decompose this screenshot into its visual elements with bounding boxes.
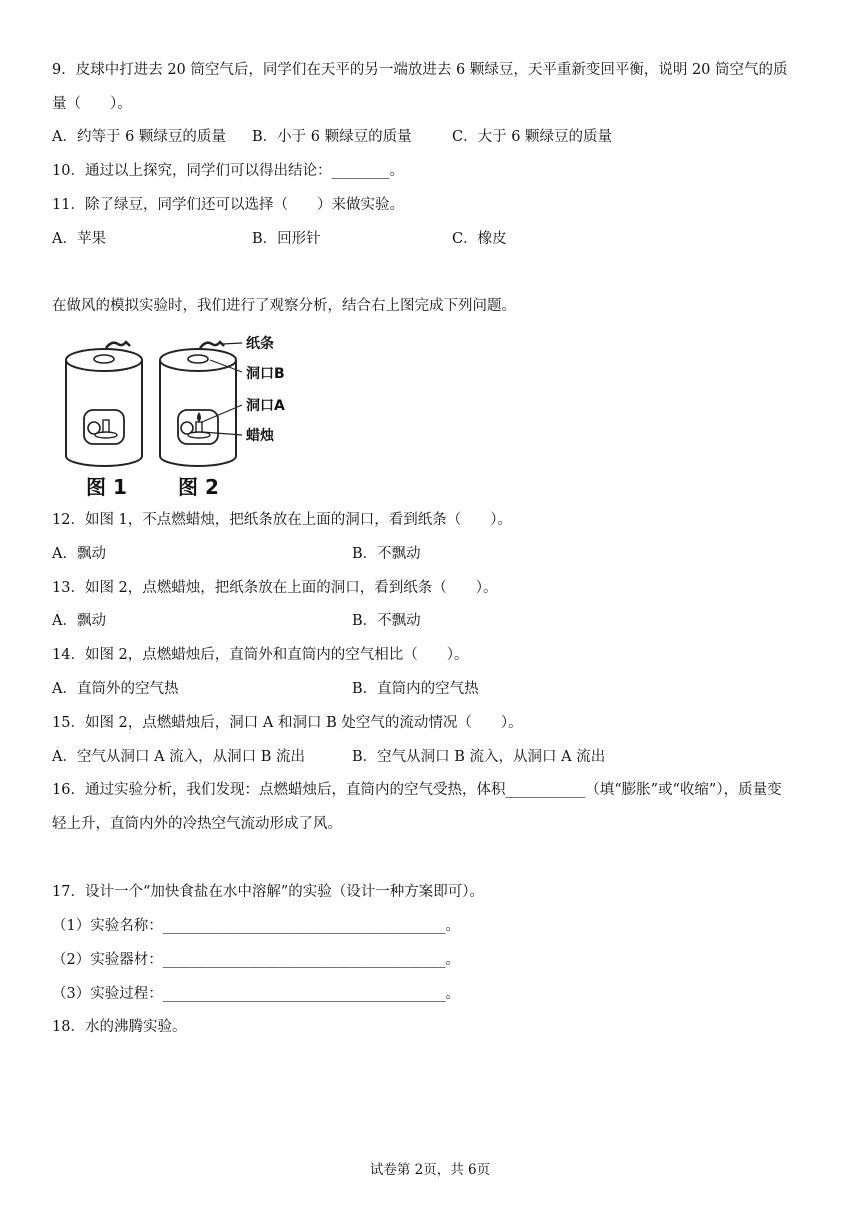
label-hole-b: 洞口B — [246, 366, 285, 382]
q9-stem-line1: 9．皮球中打进去 20 筒空气后，同学们在天平的另一端放进去 6 颗绿豆，天平重新变回平衡，说明 20 筒空气的质 — [52, 62, 788, 78]
q10-stem: 10．通过以上探究，同学们可以得出结论：________。 — [52, 163, 404, 179]
cylinder-1 — [66, 342, 142, 466]
q17-stem: 17．设计一个“加快食盐在水中溶解”的实验（设计一种方案即可）。 — [52, 884, 485, 900]
q13-option-a: A．飘动 — [52, 613, 106, 629]
q9-option-c: C．大于 6 颗绿豆的质量 — [452, 129, 613, 145]
cylinder-diagram — [60, 332, 300, 500]
q14-option-b: B．直筒内的空气热 — [352, 681, 479, 697]
label-hole-a: 洞口A — [246, 398, 285, 414]
q17-sub3: （3）实验过程：_______________________________________。 — [52, 986, 460, 1002]
q9-option-b: B．小于 6 颗绿豆的质量 — [252, 129, 412, 145]
q16-stem-line2: 轻上升，直筒内外的冷热空气流动形成了风。 — [52, 816, 342, 832]
candle-cylinder-figure — [60, 332, 300, 500]
q12-option-a: A．飘动 — [52, 546, 106, 562]
q12-option-b: B．不飘动 — [352, 546, 421, 562]
q13-stem: 13．如图 2，点燃蜡烛，把纸条放在上面的洞口，看到纸条（ ）。 — [52, 580, 498, 596]
q15-stem: 15．如图 2，点燃蜡烛后，洞口 A 和洞口 B 处空气的流动情况（ ）。 — [52, 715, 523, 731]
q15-option-b: B．空气从洞口 B 流入，从洞口 A 流出 — [352, 749, 606, 765]
cylinder-2 — [160, 342, 236, 466]
q11-option-a: A．苹果 — [52, 231, 106, 247]
q14-option-a: A．直筒外的空气热 — [52, 681, 179, 697]
q13-option-b: B．不飘动 — [352, 613, 421, 629]
q17-sub2: （2）实验器材：_______________________________________。 — [52, 952, 460, 968]
q16-stem-line1: 16．通过实验分析，我们发现：点燃蜡烛后，直筒内的空气受热，体积___________（填“膨胀”或“收缩”），质量变 — [52, 782, 782, 798]
wind-experiment-intro: 在做风的模拟实验时，我们进行了观察分析，结合右上图完成下列问题。 — [52, 298, 516, 314]
q11-option-b: B．回形针 — [252, 231, 321, 247]
q14-stem: 14．如图 2，点燃蜡烛后，直筒外和直筒内的空气相比（ ）。 — [52, 647, 469, 663]
figure-caption-1: 图 1 — [86, 475, 127, 499]
q17-sub1: （1）实验名称：_______________________________________。 — [52, 918, 460, 934]
figure-caption-2: 图 2 — [178, 475, 219, 499]
q15-option-a: A．空气从洞口 A 流入，从洞口 B 流出 — [52, 749, 306, 765]
q11-stem: 11．除了绿豆，同学们还可以选择（ ）来做实验。 — [52, 197, 404, 213]
q18-stem: 18．水的沸腾实验。 — [52, 1019, 187, 1035]
label-paper-strip: 纸条 — [246, 336, 274, 352]
q9-stem-line2: 量（ ）。 — [52, 96, 132, 112]
q11-option-c: C．橡皮 — [452, 231, 507, 247]
page-footer: 试卷第 2页，共 6页 — [369, 1162, 491, 1178]
q9-option-a: A．约等于 6 颗绿豆的质量 — [52, 129, 226, 145]
label-candle: 蜡烛 — [246, 428, 274, 444]
q12-stem: 12．如图 1，不点燃蜡烛，把纸条放在上面的洞口，看到纸条（ ）。 — [52, 512, 513, 528]
